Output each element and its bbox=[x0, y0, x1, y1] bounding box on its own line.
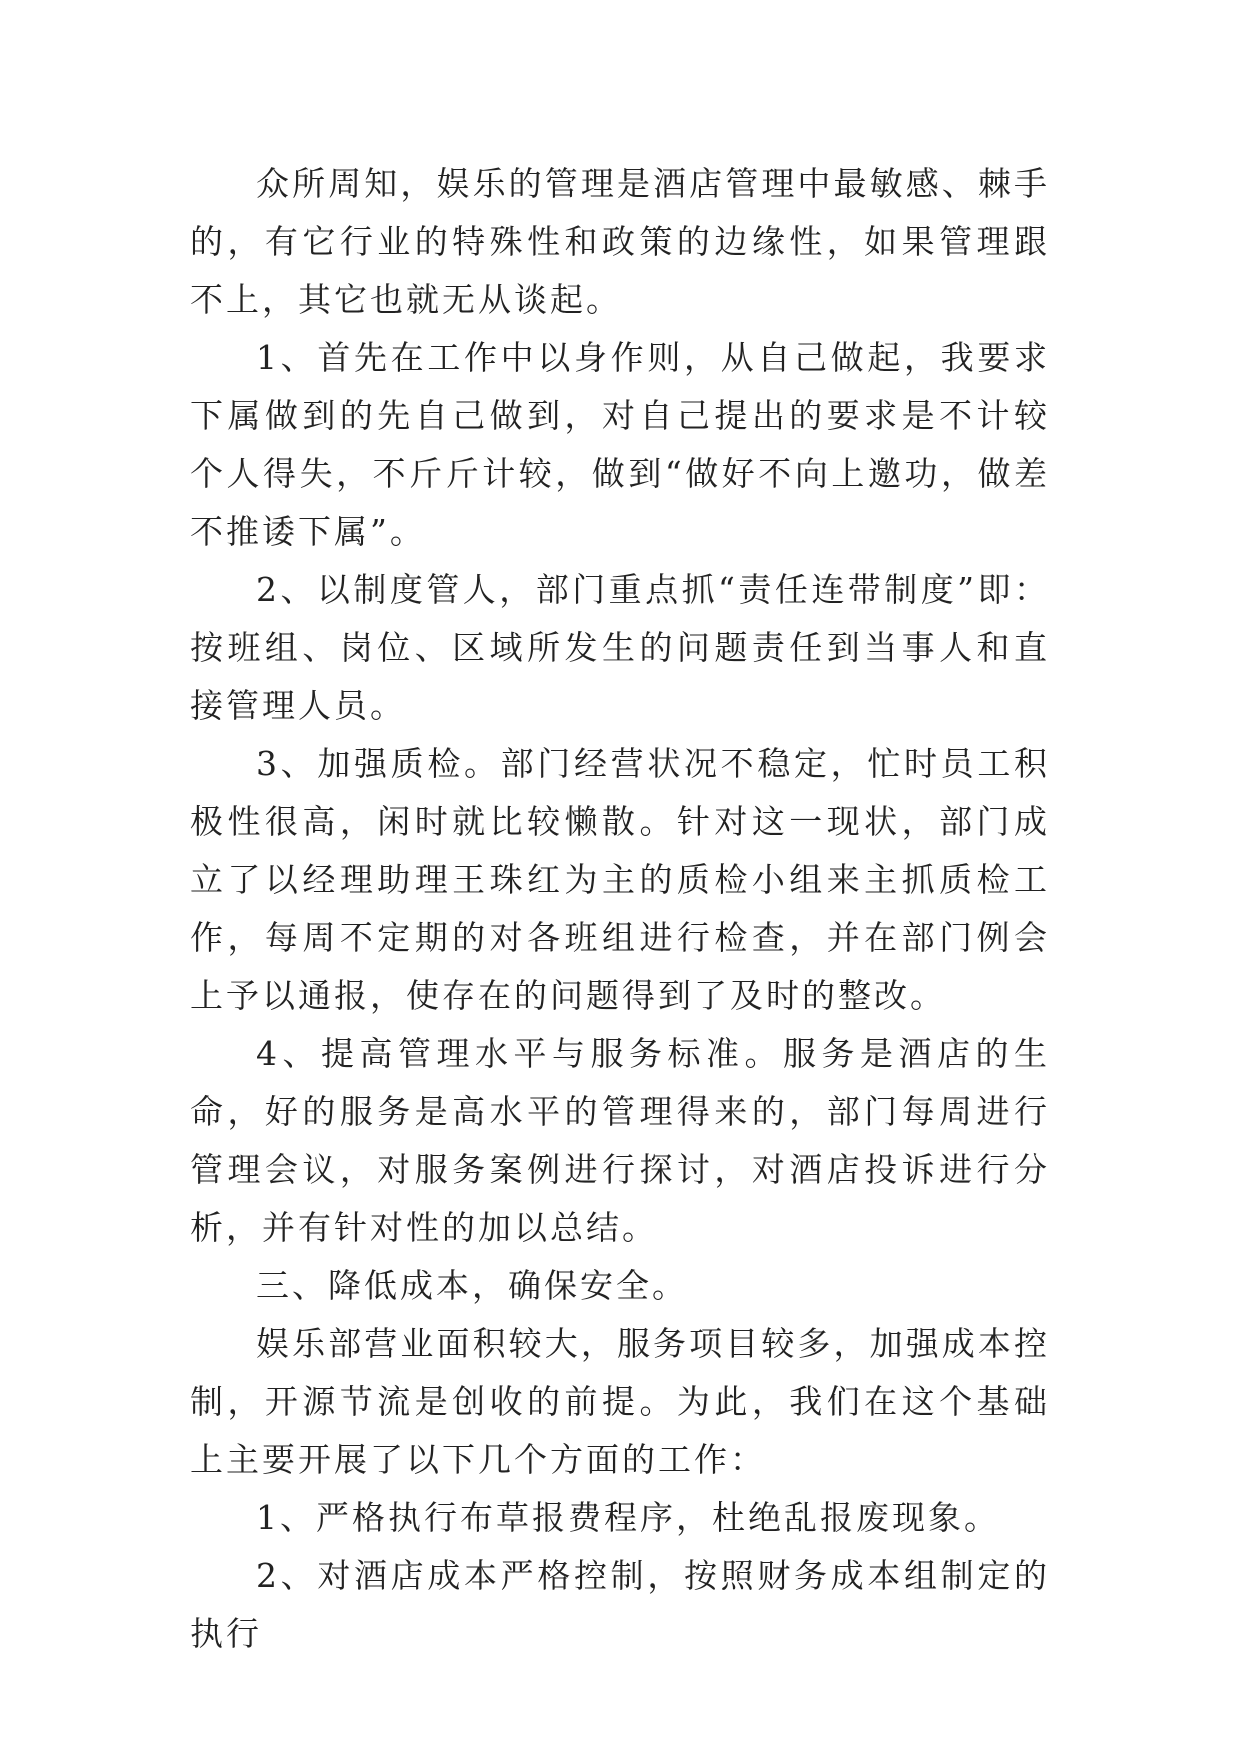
paragraph-cost-item-2: 2、对酒店成本严格控制，按照财务成本组制定的执行 bbox=[190, 1556, 1050, 1653]
paragraph-intro: 众所周知，娱乐的管理是酒店管理中最敏感、棘手的，有它行业的特殊性和政策的边缘性，如果管理跟不上，其它也就无从谈起。 bbox=[190, 164, 1050, 319]
paragraph-item-3-quality-inspection: 3、加强质检。部门经营状况不稳定，忙时员工积极性很高，闲时就比较懒散。针对这一现状，部门成立了以经理助理王珠红为主的质检小组来主抓质检工作，每周不定期的对各班组进行检查，并在部门例会上予以通报，使存在的问题得到了及时的整改。 bbox=[190, 744, 1050, 1015]
paragraph-item-1-lead-by-example: 1、首先在工作中以身作则，从自己做起，我要求下属做到的先自己做到，对自己提出的要求是不计较个人得失，不斤斤计较，做到“做好不向上邀功，做差不推诿下属”。 bbox=[190, 338, 1050, 551]
paragraph-item-4-service-standard: 4、提高管理水平与服务标准。服务是酒店的生命，好的服务是高水平的管理得来的，部门每周进行管理会议，对服务案例进行探讨，对酒店投诉进行分析，并有针对性的加以总结。 bbox=[190, 1034, 1050, 1247]
document-body bbox=[190, 155, 1050, 1663]
paragraph-cost-item-1: 1、严格执行布草报费程序，杜绝乱报废现象。 bbox=[256, 1498, 1000, 1537]
section-heading-cost-safety: 三、降低成本，确保安全。 bbox=[256, 1266, 688, 1305]
paragraph-item-2-system-management: 2、以制度管人，部门重点抓“责任连带制度”即：按班组、岗位、区域所发生的问题责任到当事人和直接管理人员。 bbox=[190, 570, 1050, 725]
paragraph-cost-intro: 娱乐部营业面积较大，服务项目较多，加强成本控制，开源节流是创收的前提。为此，我们在这个基础上主要开展了以下几个方面的工作： bbox=[190, 1324, 1050, 1479]
